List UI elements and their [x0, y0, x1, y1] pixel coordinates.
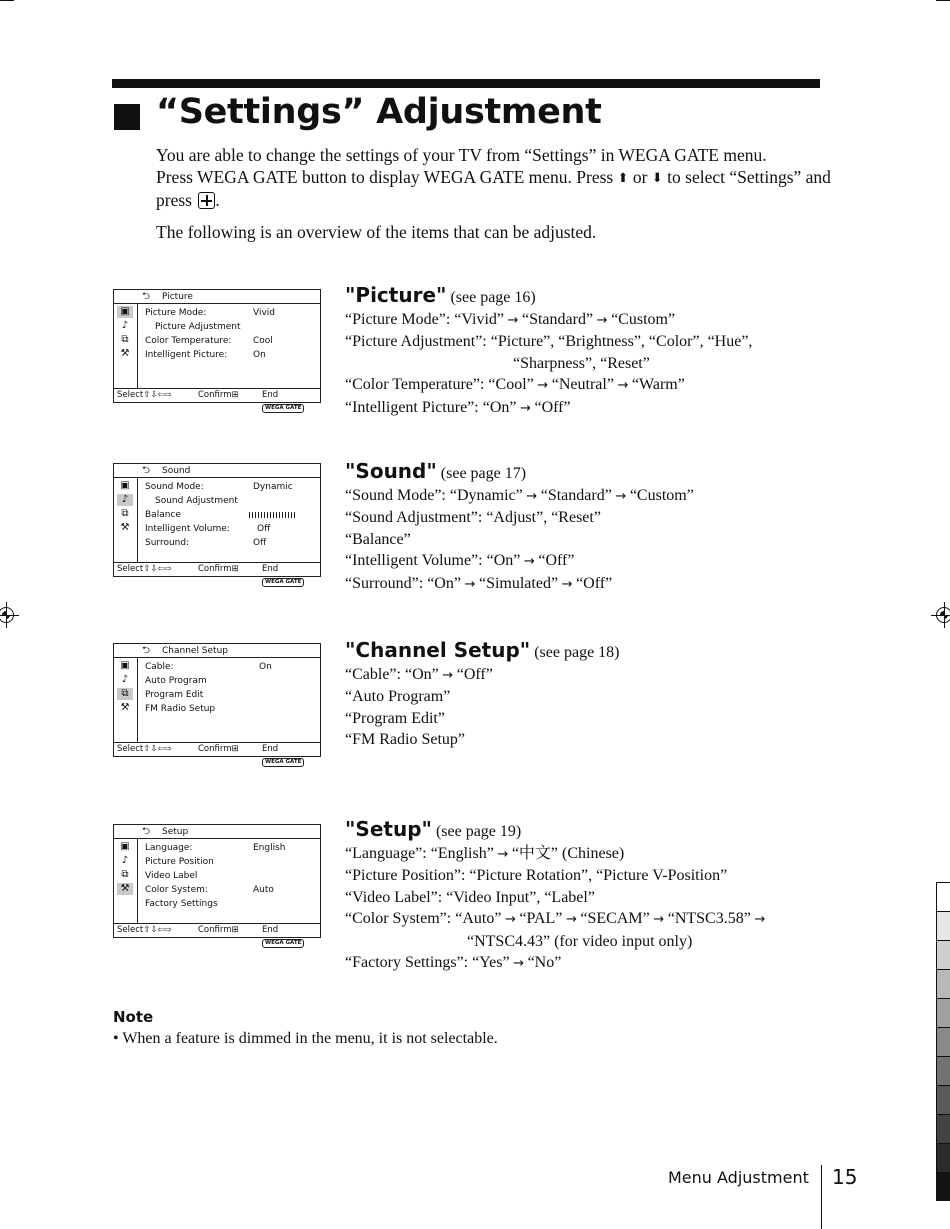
- menu-row-label: Language:: [145, 843, 193, 853]
- intro-text-part: to select “Settings” and press: [156, 167, 831, 210]
- menu-row-value: Off: [253, 538, 267, 548]
- menu-row-label: Picture Adjustment: [155, 322, 241, 332]
- footer-end: End: [262, 564, 279, 574]
- note-bullet: • When a feature is dimmed in the menu, it is not selectable.: [113, 1030, 498, 1047]
- text: “Factory Settings”: “Yes”: [345, 954, 510, 971]
- menu-icon-column: [114, 478, 138, 562]
- setup-menu-screenshot: [113, 824, 321, 946]
- menu-row-label: Factory Settings: [145, 899, 218, 909]
- section-heading: [345, 637, 845, 664]
- footer-confirm: Confirm: [198, 390, 232, 400]
- description-line: [345, 309, 845, 332]
- channel-icon: ⧉: [121, 869, 129, 880]
- menu-row-label: Sound Adjustment: [155, 496, 238, 506]
- text: “Color Temperature”: “Cool”: [345, 376, 534, 393]
- return-icon: ⮌: [142, 826, 151, 837]
- arrow-right-icon: →: [526, 488, 538, 504]
- footer-section-label: Menu Adjustment: [668, 1168, 809, 1187]
- menu-row: [145, 841, 316, 855]
- registration-mark-icon: [0, 607, 14, 623]
- wrench-icon: ⚒: [120, 702, 130, 713]
- text: “PAL”: [519, 910, 563, 927]
- wega-gate-icon: WEGA GATE: [262, 758, 304, 767]
- description-line: “Balance”: [345, 530, 411, 548]
- enter-icon: ⊞: [231, 564, 239, 574]
- menu-row: [145, 334, 316, 348]
- arrow-right-icon: →: [523, 554, 535, 569]
- text: “Intelligent Volume”: “On”: [345, 552, 521, 569]
- text: “Off”: [456, 665, 493, 683]
- description-line: “Sound Adjustment”: “Adjust”, “Reset”: [345, 509, 601, 526]
- wrench-icon: ⚒: [117, 883, 133, 895]
- text: “Sound Mode”: “Dynamic”: [345, 486, 523, 504]
- enter-icon: ⊞: [231, 925, 239, 935]
- menu-row: [145, 522, 316, 536]
- description-line: [345, 843, 845, 866]
- picture-icon: ▣: [120, 660, 130, 671]
- text: “Simulated”: [478, 574, 559, 592]
- crop-tick: [0, 0, 14, 1]
- menu-row-label: Surround:: [145, 538, 190, 548]
- menu-row: [145, 480, 316, 494]
- menu-row-label: Cable:: [145, 662, 174, 672]
- description-line: “Auto Program”: [345, 688, 451, 705]
- wrench-icon: ⚒: [120, 348, 130, 359]
- text: “Standard”: [521, 310, 594, 328]
- arrow-keys-icon: ⇧⇩⇦⇨: [143, 925, 172, 935]
- intro-line-1: You are able to change the settings of your TV from “Settings” in WEGA GATE menu.: [156, 145, 767, 165]
- menu-row: [145, 348, 316, 362]
- menu-row: [145, 702, 316, 716]
- menu-header: [114, 644, 320, 658]
- arrow-right-icon: →: [615, 488, 627, 504]
- menu-row-value: Cool: [253, 336, 273, 346]
- text: “Neutral”: [551, 376, 614, 393]
- description-line: [345, 485, 845, 508]
- intro-text-part: Press WEGA GATE button to display WEGA GATE menu. Press: [156, 167, 618, 187]
- menu-row-label: Color Temperature:: [145, 336, 232, 346]
- page-title: “Settings” Adjustment: [156, 92, 602, 132]
- footer-select: Select: [117, 925, 144, 935]
- intro-line-2: [156, 166, 836, 211]
- menu-row-value: Off: [257, 524, 271, 534]
- arrow-right-icon: →: [464, 576, 476, 592]
- sound-description: [345, 458, 845, 595]
- enter-icon: ⊞: [231, 744, 239, 754]
- enter-icon: ⊞: [231, 390, 239, 400]
- intro-line-3: The following is an overview of the items that can be adjusted.: [156, 222, 597, 242]
- music-note-icon: ♪: [117, 494, 133, 506]
- description-line: [345, 550, 845, 573]
- description-line: [345, 374, 845, 397]
- menu-row: [145, 897, 316, 911]
- picture-icon: ▣: [120, 841, 130, 852]
- channel-icon: ⧉: [121, 508, 129, 519]
- text: “Off”: [534, 398, 571, 416]
- footer-end: End: [262, 744, 279, 754]
- menu-row-value: Vivid: [253, 308, 275, 318]
- menu-row: [145, 494, 316, 508]
- note-heading: Note: [113, 1008, 154, 1026]
- menu-icon-column: [114, 304, 138, 388]
- menu-row: [145, 536, 316, 550]
- menu-row: [145, 869, 316, 883]
- return-icon: ⮌: [142, 465, 151, 476]
- footer-confirm: Confirm: [198, 925, 232, 935]
- menu-row: [145, 306, 316, 320]
- heading-square-icon: [114, 104, 140, 130]
- arrow-keys-icon: ⇧⇩⇦⇨: [143, 744, 172, 754]
- page-reference: (see page 17): [440, 465, 527, 482]
- menu-row-value: On: [253, 350, 266, 360]
- page-reference: (see page 18): [534, 644, 620, 661]
- music-note-icon: ♪: [121, 320, 129, 331]
- menu-row: [145, 883, 316, 897]
- menu-row-value: English: [253, 843, 286, 853]
- setup-description: [345, 816, 845, 975]
- menu-row-label: Intelligent Volume:: [145, 524, 230, 534]
- arrow-keys-icon: ⇧⇩⇦⇨: [143, 564, 172, 574]
- text: “Surround”: “On”: [345, 574, 461, 592]
- footer-end: End: [262, 925, 279, 935]
- description-line: [345, 397, 845, 420]
- menu-rows: [145, 841, 316, 911]
- page-reference: (see page 19): [435, 823, 522, 840]
- menu-row-value: On: [259, 662, 272, 672]
- intro-text-part: or: [628, 167, 652, 187]
- picture-icon: ▣: [120, 480, 130, 491]
- picture-description: [345, 282, 845, 419]
- picture-menu-screenshot: [113, 289, 321, 411]
- arrow-right-icon: →: [561, 576, 573, 592]
- menu-row-label: Program Edit: [145, 690, 204, 700]
- text: “SECAM”: [580, 910, 650, 927]
- description-line: [345, 908, 845, 931]
- menu-row-label: Intelligent Picture:: [145, 350, 228, 360]
- menu-footer: [114, 562, 320, 585]
- text: “Language”: “English”: [345, 844, 494, 862]
- arrow-right-icon: →: [513, 956, 525, 971]
- menu-title: Setup: [162, 827, 189, 837]
- picture-icon: ▣: [117, 306, 133, 318]
- section-title: "Picture": [345, 283, 447, 307]
- music-note-icon: ♪: [121, 855, 129, 866]
- text: “Color System”: “Auto”: [345, 910, 502, 927]
- description-line: “Program Edit”: [345, 709, 445, 727]
- return-icon: ⮌: [142, 291, 151, 302]
- sound-menu-screenshot: [113, 463, 321, 585]
- menu-row-label: Picture Position: [145, 857, 214, 867]
- text: “No”: [527, 954, 562, 971]
- menu-footer: [114, 923, 320, 946]
- text: “Intelligent Picture”: “On”: [345, 398, 517, 416]
- channel-setup-menu-screenshot: [113, 643, 321, 765]
- description-line: “FM Radio Setup”: [345, 731, 465, 748]
- section-title: "Channel Setup": [345, 638, 531, 662]
- arrow-right-icon: →: [497, 846, 509, 862]
- menu-icon-column: [114, 658, 138, 742]
- arrow-right-icon: →: [520, 400, 531, 416]
- menu-header: [114, 290, 320, 304]
- enter-button-icon: [198, 192, 215, 209]
- text: “中文” (Chinese): [511, 844, 625, 862]
- wega-gate-icon: WEGA GATE: [262, 939, 304, 948]
- text: “Cable”: “On”: [345, 665, 439, 683]
- description-line: [345, 952, 845, 975]
- intro-text: [156, 144, 836, 243]
- menu-row-label: Auto Program: [145, 676, 207, 686]
- menu-row-label: Sound Mode:: [145, 482, 204, 492]
- text: “Custom”: [611, 310, 676, 328]
- menu-row: [145, 508, 316, 522]
- wega-gate-icon: WEGA GATE: [262, 578, 304, 587]
- crop-tick: [936, 0, 950, 1]
- description-line: “Picture Position”: “Picture Rotation”, “Picture V-Position”: [345, 867, 728, 884]
- menu-rows: [145, 480, 316, 550]
- balance-bar: [249, 512, 297, 518]
- music-note-icon: ♪: [121, 674, 129, 685]
- section-heading: [345, 816, 845, 843]
- description-line: “Picture Adjustment”: “Picture”, “Brightness”, “Color”, “Hue”,: [345, 333, 753, 350]
- menu-title: Sound: [162, 466, 191, 476]
- menu-header: [114, 825, 320, 839]
- page-number: 15: [832, 1165, 858, 1189]
- intro-text-part: .: [215, 190, 220, 210]
- footer-end: End: [262, 390, 279, 400]
- footer-confirm: Confirm: [198, 744, 232, 754]
- menu-footer: [114, 742, 320, 765]
- channel-icon: ⧉: [117, 688, 133, 700]
- wrench-icon: ⚒: [120, 522, 130, 533]
- up-arrow-icon: ⬆: [617, 170, 629, 185]
- footer-select: Select: [117, 744, 144, 754]
- grayscale-strip: [936, 882, 950, 1201]
- registration-mark-icon: [936, 607, 950, 623]
- menu-footer: [114, 388, 320, 411]
- text: “Picture Mode”: “Vivid”: [345, 310, 504, 328]
- section-heading: [345, 458, 845, 485]
- menu-row-label: FM Radio Setup: [145, 704, 216, 714]
- menu-row: [145, 688, 316, 702]
- arrow-right-icon: →: [596, 312, 608, 328]
- description-line: [345, 573, 845, 596]
- text: “Off”: [538, 552, 575, 569]
- section-title: "Setup": [345, 817, 432, 841]
- text: “Custom”: [629, 486, 694, 504]
- description-line: “Video Label”: “Video Input”, “Label”: [345, 888, 595, 906]
- text: “Off”: [576, 574, 613, 592]
- menu-row-label: Balance: [145, 510, 181, 520]
- arrow-right-icon: →: [504, 912, 516, 927]
- menu-row: [145, 660, 316, 674]
- arrow-right-icon: →: [653, 912, 665, 927]
- text: “NTSC3.58”: [667, 910, 751, 927]
- text: “Warm”: [631, 376, 685, 393]
- arrow-right-icon: →: [537, 378, 549, 393]
- channel-setup-description: [345, 637, 845, 751]
- menu-rows: [145, 660, 316, 716]
- menu-rows: [145, 306, 316, 362]
- arrow-right-icon: →: [617, 378, 629, 393]
- menu-row-label: Video Label: [145, 871, 198, 881]
- section-heading: [345, 282, 845, 309]
- return-icon: ⮌: [142, 645, 151, 656]
- down-arrow-icon: ⬇: [651, 170, 663, 185]
- menu-row-value: Auto: [253, 885, 274, 895]
- menu-icon-column: [114, 839, 138, 923]
- top-rule: [112, 79, 820, 88]
- menu-row: [145, 855, 316, 869]
- wega-gate-icon: WEGA GATE: [262, 404, 304, 413]
- arrow-right-icon: →: [442, 667, 454, 683]
- arrow-right-icon: →: [507, 312, 519, 328]
- description-line: “Sharpness”, “Reset”: [513, 354, 650, 372]
- menu-header: [114, 464, 320, 478]
- menu-row-label: Picture Mode:: [145, 308, 207, 318]
- description-line: [345, 664, 845, 687]
- menu-row-value: Dynamic: [253, 482, 293, 492]
- footer-select: Select: [117, 390, 144, 400]
- description-line: “NTSC4.43” (for video input only): [467, 932, 693, 950]
- page-reference: (see page 16): [450, 289, 536, 306]
- footer-divider: [821, 1165, 822, 1229]
- arrow-right-icon: →: [754, 912, 766, 927]
- menu-row-label: Color System:: [145, 885, 208, 895]
- arrow-right-icon: →: [565, 912, 577, 927]
- footer-select: Select: [117, 564, 144, 574]
- footer-confirm: Confirm: [198, 564, 232, 574]
- menu-row: [145, 674, 316, 688]
- menu-row: [145, 320, 316, 334]
- arrow-keys-icon: ⇧⇩⇦⇨: [143, 390, 172, 400]
- menu-title: Picture: [162, 292, 193, 302]
- menu-title: Channel Setup: [162, 646, 229, 656]
- text: “Standard”: [540, 486, 612, 504]
- section-title: "Sound": [345, 459, 437, 483]
- channel-icon: ⧉: [121, 334, 129, 345]
